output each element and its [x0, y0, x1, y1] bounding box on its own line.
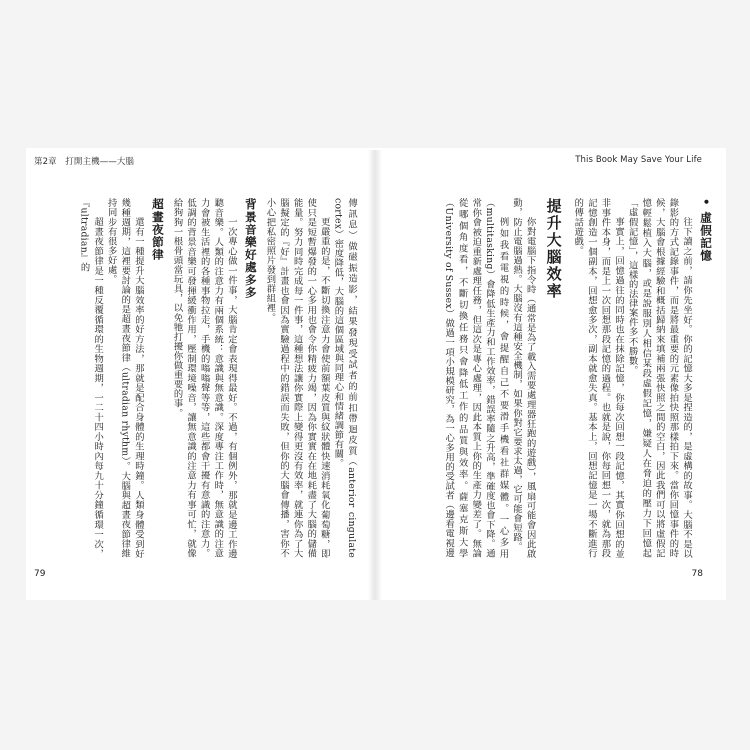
paragraph: 還有一種提升大腦效率的好方法，那就是配合身體的生理時鐘。人類身體受到好幾種週期，這裡要討論的是超晝夜節律（ultradian rhythm）。大腦與超晝夜節律維持同步有很多好處。 [105, 198, 144, 558]
section-heading-ultradian: 超晝夜節律 [150, 198, 165, 261]
paragraph-continued: 傳訊息）做磁振造影，結果發現受試者的前扣帶迴皮質（anterior cingulate cortex）密度降低，大腦的這個區域與同理心和情緒調節有關。 [332, 198, 357, 558]
paragraph: 事實上，回憶過往的同時也在抹除記憶，你每次回想一段記憶，其實你回想的並非事件本身，而是上一次回想那段記憶的過程。也就是說，你每回想一次，就為那段記憶創造一個副本，回想愈多次，副本就愈失真。基本上，回想記憶是一場不斷進行的傳話遊戲。 [572, 198, 625, 558]
right-running-header: This Book May Save Your Life [575, 155, 702, 165]
paragraph: 往下讀之前，請你先坐好。你的記憶大多是捏造的，是虛構的故事。大腦不是以錄影的方式記錄事件，而是將最重要的元素像拍快照那樣拍下來。當你回憶事件的時候，大腦會根據經驗和概括歸納來填補兩張快照之間的空白，因此我們可以將虛假記憶輕鬆植入大腦，或是說服別人相信某段虛假記憶，嫌疑人在脅迫的壓力下回憶起「虛假記憶」，這樣的法律案件多不勝數。 [626, 198, 692, 558]
section-heading-false-memory: • 虛假記憶 [699, 198, 713, 262]
left-page-number: 79 [34, 569, 46, 579]
section-heading-background-music: 背景音樂好處多多 [243, 198, 258, 299]
chapter-heading-brain-efficiency: 提升大腦效率 [544, 198, 563, 300]
book-gutter [368, 150, 382, 600]
paragraph: 更嚴重的是，不斷切換注意力會使前額葉皮質與紋狀體快速消耗氧化葡萄糖，即使只是短暫爆發的一心多用也會令你精疲力竭，因為你實實在在地耗盡了大腦的儲備能量。努力同時完成每一件事，這種想法讓你實際上變得更沒有效率，就連你為了大腦擬定的『好』計畫也會因為實驗過程中的錯誤而失敗，但你的大腦會傳播，害你不小心把私密照片發到群組裡。 [264, 198, 330, 558]
paragraph: 例如我看電視的時候，會提醒自己不要滑手機看社群媒體。一心多用（multitasking）會降低生產力和工作效率，錯誤率隨之升高，準確度也會下降。通常你會被迫重新處理任務，但這次是專心處理，因此本質上你的生產力變差了。無論從哪個角度看，不斷切換任務只會降低工作的品質與效率。薩塞克斯大學（University of Sussex）做過一項小規模研究，為一心多用的受試者（邊看電視邊 [443, 198, 509, 558]
left-page-body [76, 198, 358, 558]
right-page-body [392, 198, 718, 558]
paragraph: 一次專心做一件事，大腦肯定會表現得最好。不過，有個例外，那就是邊工作邊聽音樂。人類的注意力有兩個系統：意識與無意識。深度專注工作時，無意識的注意力會被生活裡的各種事物拉走，手機的嗡嗡聲等等，這些都會干擾有意識的注意力。低調的背景音樂可發揮緩衝作用，壓制環境噪音，讓無意識的注意力有事可忙，就像給狗狗一根骨頭當玩具，以免牠打擾你做重要的事。 [171, 198, 237, 558]
paragraph: 超晝夜節律是一種反覆循環的生物週期，一二十四小時內每九十分鐘循環一次，『ultradian』的 [78, 198, 104, 558]
paragraph: 你對電腦下指令時（通常是為了載入需要處理器狂跑的遊戲），風扇可能會因此啟動，防止電腦過熱。大腦沒有這種安全機制，如果你對它要求太過，它可能會短路。 [511, 198, 536, 558]
left-running-header: 第2章 打開主機——大腦 [34, 157, 135, 167]
right-page-number: 78 [691, 569, 703, 579]
